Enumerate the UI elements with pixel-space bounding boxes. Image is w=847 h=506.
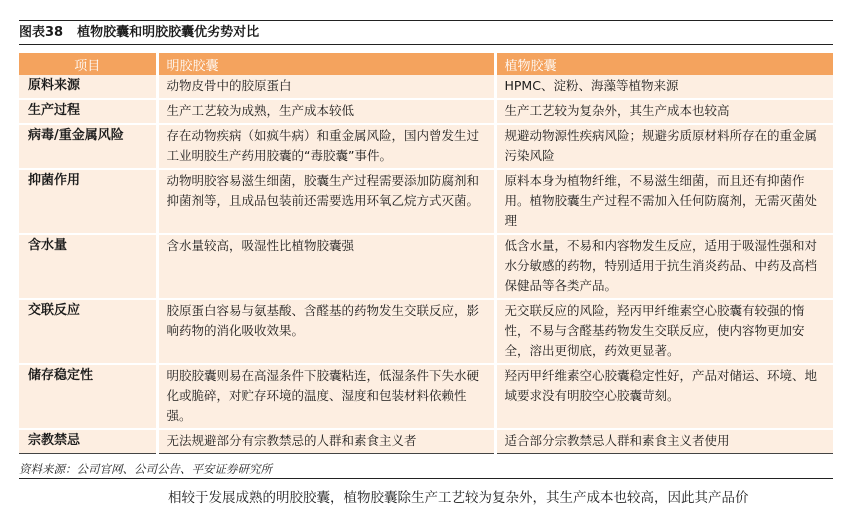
gelatin-cell: 生产工艺较为成熟，生产成本较低 [157,99,495,124]
table-header-row [19,53,833,75]
plant-cell: 原料本身为植物纤维，不易滋生细菌，而且还有抑菌作用。植物胶囊生产过程不需加入任何防腐剂，无需灭菌处理 [495,169,833,234]
table-row [19,124,833,169]
row-item: 储存稳定性 [19,364,157,429]
row-item: 宗教禁忌 [19,429,157,454]
table-row [19,364,833,429]
table-row [19,234,833,299]
gelatin-cell: 动物明胶容易滋生细菌，胶囊生产过程需要添加防腐剂和抑菌剂等，且成品包装前还需要选用环氧乙烷方式灭菌。 [157,169,495,234]
table-row [19,169,833,234]
body-paragraph: 相较于发展成熟的明胶胶囊，植物胶囊除生产工艺较为复杂外，其生产成本也较高，因此其产品价 [168,490,749,506]
table-row [19,75,833,99]
plant-cell: 无交联反应的风险，羟丙甲纤维素空心胶囊有较强的惰性，不易与含醛基药物发生交联反应，使内容物更加安全，溶出更彻底，药效更显著。 [495,299,833,364]
figure-number: 图表38 [19,25,64,40]
table-row [19,99,833,124]
source-note: 资料来源：公司官网、公司公告、平安证券研究所 [19,462,272,476]
row-item: 原料来源 [19,75,157,99]
gelatin-cell: 存在动物疾病（如疯牛病）和重金属风险，国内曾发生过工业明胶生产药用胶囊的“毒胶囊”事件。 [157,124,495,169]
figure-caption: 植物胶囊和明胶胶囊优劣势对比 [77,25,260,40]
gelatin-cell: 明胶胶囊则易在高湿条件下胶囊粘连，低湿条件下失水硬化或脆碎，对贮存环境的温度、湿度和包装材料依赖性强。 [157,364,495,429]
top-rule [19,20,833,21]
header-plant-capsule: 植物胶囊 [495,53,833,75]
row-item: 含水量 [19,234,157,299]
row-item: 病毒/重金属风险 [19,124,157,169]
source-rule [19,478,833,479]
gelatin-cell: 无法规避部分有宗教禁忌的人群和素食主义者 [157,429,495,454]
plant-cell: 低含水量，不易和内容物发生反应，适用于吸湿性强和对水分敏感的药物，特别适用于抗生消炎药品、中药及高档保健品等各类产品。 [495,234,833,299]
plant-cell: 羟丙甲纤维素空心胶囊稳定性好，产品对储运、环境、地域要求没有明胶空心胶囊苛刻。 [495,364,833,429]
plant-cell: HPMC、淀粉、海藻等植物来源 [495,75,833,99]
header-gelatin-capsule: 明胶胶囊 [157,53,495,75]
table-row [19,429,833,454]
table-row [19,299,833,364]
plant-cell: 适合部分宗教禁忌人群和素食主义者使用 [495,429,833,454]
row-item: 生产过程 [19,99,157,124]
figure-title [19,23,833,42]
plant-cell: 规避动物源性疾病风险；规避劣质原材料所存在的重金属污染风险 [495,124,833,169]
row-item: 交联反应 [19,299,157,364]
gelatin-cell: 含水量较高，吸湿性比植物胶囊强 [157,234,495,299]
plant-cell: 生产工艺较为复杂外，其生产成本也较高 [495,99,833,124]
gelatin-cell: 动物皮骨中的胶原蛋白 [157,75,495,99]
comparison-table [19,53,833,454]
header-item: 项目 [19,53,157,75]
title-rule [19,44,833,45]
row-item: 抑菌作用 [19,169,157,234]
gelatin-cell: 胶原蛋白容易与氨基酸、含醛基的药物发生交联反应，影响药物的消化吸收效果。 [157,299,495,364]
